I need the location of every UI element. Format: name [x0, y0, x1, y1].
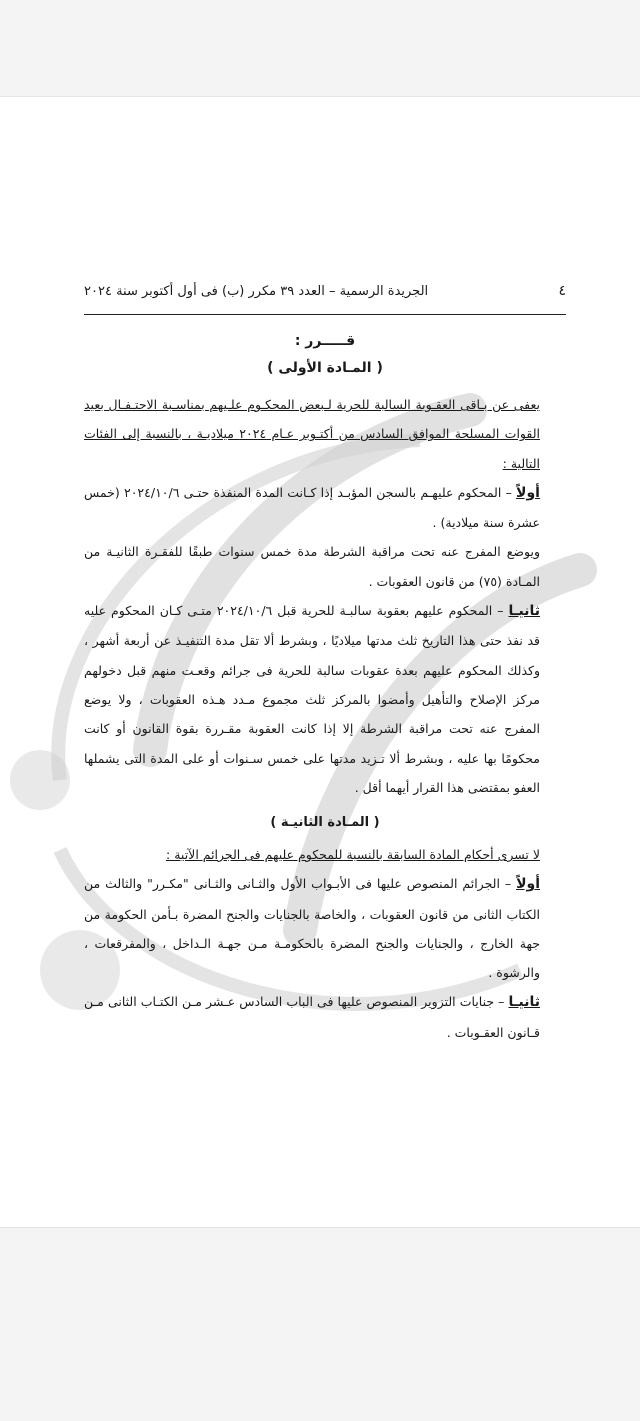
exclusion-2-text: – جنايات التزوير المنصوص عليها فى الباب السادس عـشر مـن الكتـاب الثانى مـن قـانون العقـوبات . [84, 994, 540, 1040]
article-1-heading: ( المـادة الأولى ) [267, 360, 383, 376]
gazette-title: الجريدة الرسمية – العدد ٣٩ مكرر (ب) فى أول أكتوبر سنة ٢٠٢٤ [84, 283, 429, 299]
clause-2 [84, 596, 566, 802]
article-2-heading: ( المـادة الثانيـة ) [270, 815, 380, 830]
clause-1-supervision: ويوضع المفرج عنه تحت مراقبة الشرطة مدة خمس سنوات طبقًا للفقـرة الثانيـة من المـادة (٧٥) من قانون العقوبات . [84, 544, 540, 589]
exclusion-1-text: – الجرائم المنصوص عليها فى الأبـواب الأول والثـانى والثـانى "مكـرر" والثالث من الكتاب الثانى من قانون العقوبات ، والخاصة بالجنايات والجنح المضرة بـأمن الحكومة من جهة الخارج ، والجنايات والجنح المضرة بالحكومـة مـن جهـة الـداخل ، والمفرقعات ، والرشوة . [84, 876, 540, 981]
page-number: ٤ [558, 283, 566, 299]
clause-1-label: أولاً [516, 484, 540, 501]
exclusion-1 [84, 869, 566, 987]
page-header [84, 283, 566, 299]
header-divider [84, 314, 566, 315]
article-1-intro: يعفى عن بـاقى العقـوبة السالبة للحرية لـبعض المحكـوم علـيهم بمناسـبة الاحتـفـال بعيد القوات المسلحة الموافق السادس من أكتـوبر عـام ٢٠٢٤ ميلاديـة ، بالنسبة إلى الفئات التالية : [84, 397, 540, 471]
clause-2-label: ثانيـا [508, 603, 541, 620]
exclusion-1-label: أولاً [516, 876, 540, 893]
article-2-body [84, 840, 566, 1047]
exclusion-2 [84, 987, 566, 1047]
article-1-body [84, 390, 566, 802]
clause-1-text: – المحكوم عليهـم بالسجن المؤبـد إذا كـانت المدة المنفذة حتـى ٢٠٢٤/١٠/٦ (خمس عشرة سنة ميلادية) . [84, 484, 540, 531]
decree-heading: قـــــرر : [294, 333, 356, 349]
article-2-intro: لا تسرى أحكام المادة السابقة بالنسبة للمحكوم عليهم فى الجرائم الآتية : [166, 847, 540, 862]
clause-2-text: – المحكوم عليهم بعقوبة سالبـة للحرية قبل ٢٠٢٤/١٠/٦ متـى كـان المحكوم عليه قد نفذ حتى هذا التاريخ ثلث مدتها ميلاديًا ، وبشرط ألا تقل مدة التنفيـذ عن أربعة أشهر ، وكذلك المحكوم عليهم بعدة عقوبات سالبة للحرية فى جرائم وقعـت منهم قبل دخولهم مركز الإصلاح والتأهيل وأمضوا بالمركز ثلث مجموع مـدد هـذه العقوبات ، ولا يوضع المفرج عنه تحت مراقبة الشرطة إلا إذا كانت العقوبة مقـررة بقوة القانون أو كانت محكومًا بها عليه ، وبشرط ألا تـزيد مدتها على خمس سـنوات أو على المدة التى يشملها العفو بمقتضى هذا القرار أيهما أقل . [84, 603, 540, 795]
exclusion-2-label: ثانيـا [508, 994, 540, 1011]
clause-1 [84, 478, 566, 538]
